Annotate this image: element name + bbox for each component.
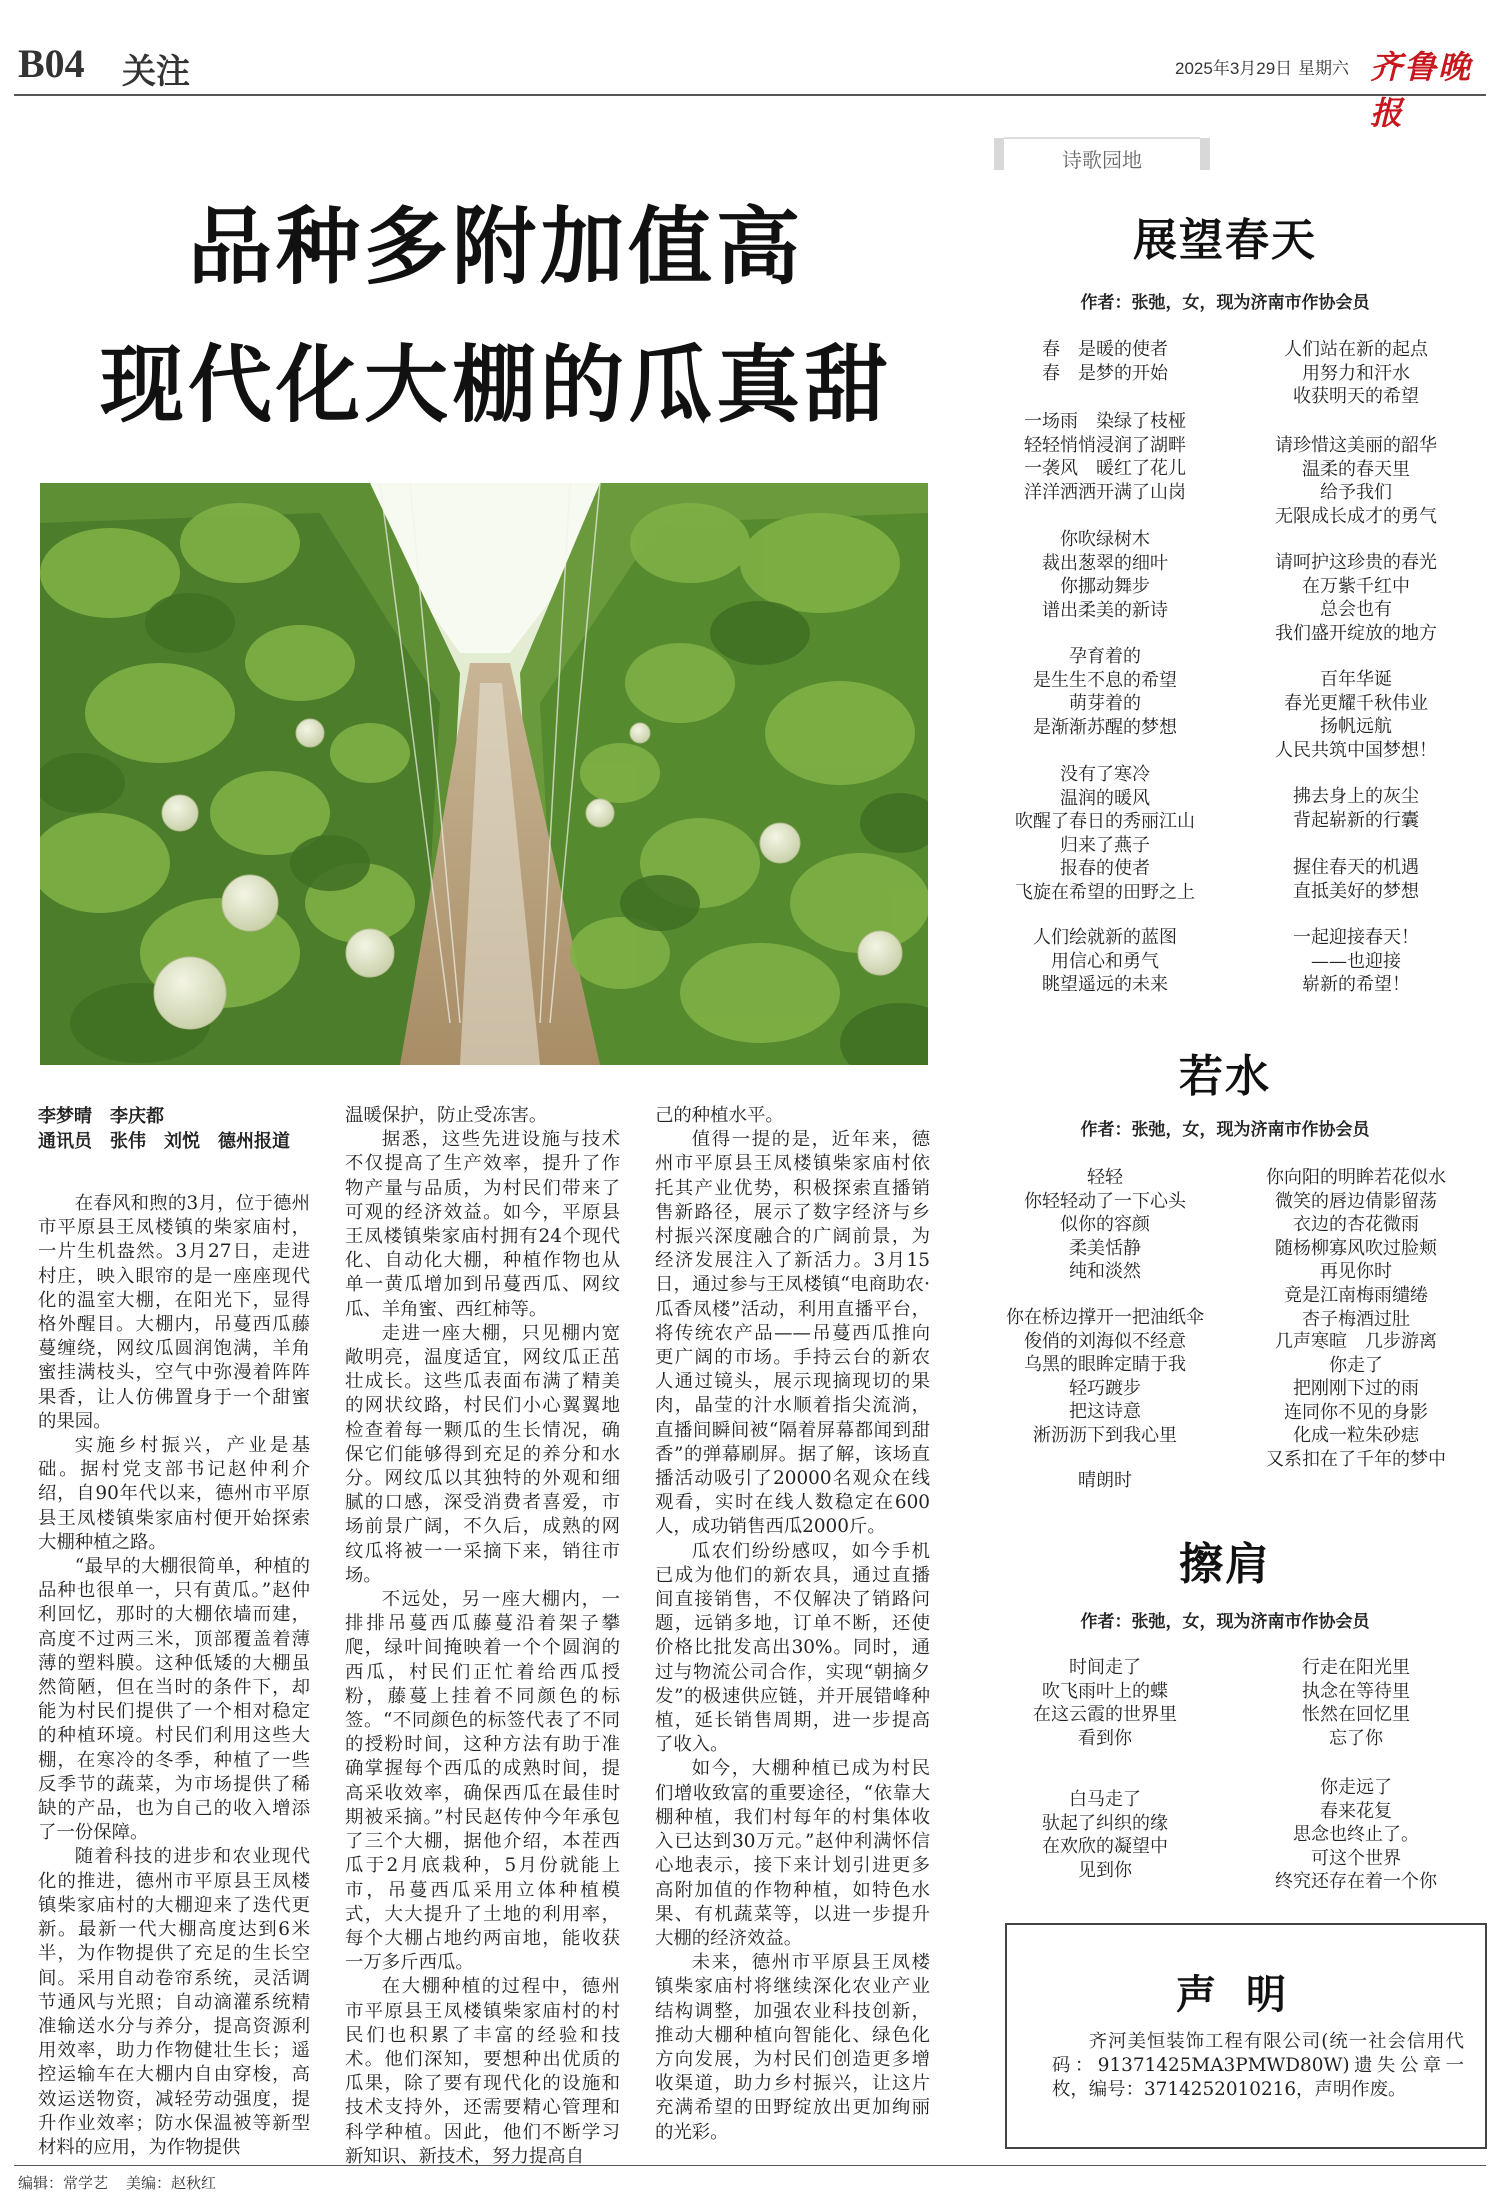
- poem-1-stanza: [985, 338, 1225, 385]
- section-tag: 诗歌园地: [1062, 148, 1142, 172]
- poem-line: 是渐渐苏醒的梦想: [1033, 716, 1177, 738]
- poem-line: 把这诗意: [1069, 1401, 1141, 1423]
- poem-line: 在这云霞的世界里: [1033, 1704, 1177, 1726]
- poem-1-stanza: [985, 410, 1225, 504]
- poem-1-stanza: [985, 926, 1225, 997]
- poem-1-stanza: [1226, 338, 1486, 409]
- poem-line: 人民共筑中国梦想！: [1275, 739, 1437, 761]
- notice-body: [1052, 2030, 1464, 2102]
- paragraph: 值得一提的是，近年来，德州市平原县王凤楼镇柴家庙村依托其产业优势，积极探索直播销售新路径，展示了数字经济与乡村振兴深度融合的广阔前景，为经济发展注入了新活力。3月15日，通过参与王凤楼镇“电商助农·瓜香凤楼”活动，利用直播平台，将传统农产品——吊蔓西瓜推向更广阔的市场。手持云台的新农人通过镜头，展示现摘现切的果肉，晶莹的汁水顺着指尖流淌，直播间瞬间被“隔着屏幕都闻到甜香”的弹幕刷屏。据了解，该场直播活动吸引了20000名观众在线观看，实时在线人数稳定在600人，成功销售西瓜2000斤。: [655, 1129, 930, 1538]
- poem-line: 再见你时: [1320, 1261, 1392, 1283]
- poem-line: 似你的容颜: [1060, 1214, 1150, 1236]
- poem-line: 杏子梅酒过肚: [1302, 1308, 1410, 1330]
- poem-line: 直抵美好的梦想: [1293, 880, 1419, 902]
- poem-line: 看到你: [1078, 1727, 1132, 1749]
- poem-line: 你挪动舞步: [1060, 576, 1150, 598]
- poem-line: 吹醒了春日的秀丽江山: [1015, 811, 1195, 833]
- poem-line: 你在桥边撑开一把油纸伞: [1006, 1307, 1204, 1328]
- poem-line: 人们站在新的起点: [1284, 339, 1428, 360]
- poem-line: 总会也有: [1320, 599, 1392, 621]
- poem-1-stanza: [985, 528, 1225, 622]
- poem-line: 终究还存在着一个你: [1275, 1871, 1437, 1893]
- poem-line: 可这个世界: [1311, 1847, 1401, 1869]
- poem-line: 一场雨 染绿了枝桠: [1024, 411, 1186, 432]
- poem-line: 眺望遥远的未来: [1042, 974, 1168, 996]
- poem-2-stanza: [985, 1306, 1225, 1448]
- poem-line: 执念在等待里: [1302, 1680, 1410, 1702]
- header-rule: [14, 94, 1486, 96]
- poem-3-stanza: [985, 1788, 1225, 1882]
- poem-3-author: 作者：张弛，女，现为济南市作协会员: [1080, 1612, 1370, 1632]
- paragraph: 在大棚种植的过程中，德州市平原县王凤楼镇柴家庙村的村民们也积累了丰富的经验和技术。他们深知，要想种出优质的瓜果，除了要有现代化的设施和技术支持外，还需要精心管理和科学种植。因此，他们不断学习新知识、新技术，努力提高自: [345, 1976, 620, 2167]
- poem-2-title: 若水: [1179, 1051, 1271, 1102]
- poem-line: 是生生不息的希望: [1033, 669, 1177, 691]
- article-column-1: [38, 1192, 310, 2160]
- paragraph: 在春风和煦的3月，位于德州市平原县王凤楼镇的柴家庙村，一片生机盎然。3月27日，走进村庄，映入眼帘的是一座座现代化的温室大棚，在阳光下，显得格外醒目。大棚内，吊蔓西瓜藤蔓缠绕，网纹瓜圆润饱满，羊角蜜挂满枝头，空气中弥漫着阵阵果香，让人仿佛置身于一个甜蜜的果园。: [38, 1193, 310, 1432]
- paragraph: 如今，大棚种植已成为村民们增收致富的重要途径，“依靠大棚种植，我们村每年的村集体收入已达到30万元。”赵仲利满怀信心地表示，接下来计划引进更多高附加值的作物种植，如特色水果、有机蔬菜等，以进一步提升大棚的经济效益。: [655, 1758, 930, 1949]
- poem-1-title: 展望春天: [1133, 215, 1317, 266]
- poem-3-stanza: [1226, 1776, 1486, 1894]
- poem-line: 春 是暖的使者: [1042, 339, 1168, 360]
- poem-line: 用努力和汗水: [1302, 362, 1410, 384]
- poem-line: 又系扣在了千年的梦中: [1266, 1448, 1446, 1470]
- footer-designer: 美编：赵秋红: [126, 2174, 217, 2192]
- poem-2-stanza: [985, 1166, 1225, 1284]
- poem-line: 春来花复: [1320, 1800, 1392, 1822]
- poem-1-stanza: [1226, 856, 1486, 903]
- poem-line: 竟是江南梅雨缱绻: [1284, 1284, 1428, 1306]
- paragraph: 不远处，另一座大棚内，一排排吊蔓西瓜藤蔓沿着架子攀爬，绿叶间掩映着一个个圆润的西瓜，村民们正忙着给西瓜授粉，藤蔓上挂着不同颜色的标签。“不同颜色的标签代表了不同的授粉时间，这种方法有助于准确掌握每个西瓜的成熟时间，提高采收效率，确保西瓜在最佳时期被采摘。”村民赵传仲今年承包了三个大棚，据他介绍，本茬西瓜于2月底栽种，5月份就能上市，吊蔓西瓜采用立体种植模式，大大提升了土地的利用率，每个大棚占地约两亩地，能收获一万多斤西瓜。: [345, 1589, 620, 1974]
- headline-line-2: 现代化大棚的瓜真甜: [100, 335, 893, 434]
- poem-line: 把刚刚下过的雨: [1293, 1378, 1419, 1400]
- poem-line: 裁出葱翠的细叶: [1042, 552, 1168, 574]
- poem-line: 你轻轻动了一下心头: [1024, 1190, 1186, 1212]
- footer-rule: [14, 2165, 1486, 2166]
- article-column-2: [345, 1104, 620, 2169]
- poem-line: 一起迎接春天！: [1293, 927, 1419, 948]
- poem-line: 春光更耀千秋伟业: [1284, 692, 1428, 714]
- poem-line: 你向阳的明眸若花似水: [1266, 1167, 1446, 1188]
- poem-line: 归来了燕子: [1060, 834, 1150, 856]
- poem-1-stanza: [1226, 551, 1486, 645]
- poem-line: 无限成长成才的勇气: [1275, 505, 1437, 527]
- poem-1-stanza: [1226, 668, 1486, 762]
- poem-line: 俊俏的刘海似不经意: [1024, 1330, 1186, 1352]
- poem-line: 在万紫千红中: [1302, 575, 1410, 597]
- poem-line: 连同你不见的身影: [1284, 1401, 1428, 1423]
- poem-line: 温润的暖风: [1060, 787, 1150, 809]
- poem-line: 纯和淡然: [1069, 1261, 1141, 1283]
- poem-line: 淅沥沥下到我心里: [1033, 1424, 1177, 1446]
- poem-line: 轻巧踱步: [1069, 1377, 1141, 1399]
- newspaper-logo: 齐鲁晚报: [1370, 48, 1473, 132]
- poem-line: 人们绘就新的蓝图: [1033, 927, 1177, 948]
- issue-weekday: 星期六: [1298, 59, 1349, 79]
- article-column-3: [655, 1104, 930, 2145]
- article-byline: [38, 1104, 290, 1154]
- poem-line: 报春的使者: [1060, 858, 1150, 880]
- poem-line: 柔美恬静: [1069, 1237, 1141, 1259]
- paragraph: 温暖保护，防止受冻害。: [345, 1105, 548, 1126]
- poem-line: 拂去身上的灰尘: [1293, 786, 1419, 807]
- notice-paragraph: 齐河美恒装饰工程有限公司(统一社会信用代码：91371425MA3PMWD80W)遗失公章一枚，编号：3714252010216，声明作废。: [1052, 2031, 1464, 2100]
- poem-2-author: 作者：张弛，女，现为济南市作协会员: [1080, 1120, 1370, 1140]
- poem-2-stanza: [1226, 1330, 1486, 1472]
- poem-2-stanza: [1226, 1166, 1486, 1331]
- poem-1-stanza: [985, 645, 1225, 739]
- poem-line: 衣边的杏花微雨: [1293, 1214, 1419, 1236]
- poem-line: 怅然在回忆里: [1302, 1704, 1410, 1726]
- notice-title: 声明: [1176, 1971, 1316, 2018]
- poem-line: 白马走了: [1069, 1789, 1141, 1810]
- poem-line: 请珍惜这美丽的韶华: [1275, 435, 1437, 456]
- poem-line: 轻轻: [1087, 1167, 1123, 1188]
- poem-line: 用信心和勇气: [1051, 950, 1159, 972]
- poem-1-stanza: [1226, 434, 1486, 528]
- poem-line: 飞旋在希望的田野之上: [1015, 881, 1195, 903]
- poem-2-stanza: [985, 1469, 1225, 1493]
- poem-line: 孕育着的: [1069, 646, 1141, 667]
- poem-line: 在欢欣的凝望中: [1042, 1836, 1168, 1858]
- poem-line: 温柔的春天里: [1302, 458, 1410, 480]
- poem-line: 一袭风 暖红了花儿: [1024, 458, 1186, 480]
- poem-line: 崭新的希望！: [1302, 974, 1410, 996]
- poem-line: ——也迎接: [1311, 950, 1401, 972]
- greenhouse-photo: [40, 483, 928, 1065]
- page-number: B04: [18, 41, 85, 86]
- poem-line: 轻轻悄悄浸润了湖畔: [1024, 434, 1186, 456]
- poem-line: 握住春天的机遇: [1293, 857, 1419, 878]
- poem-line: 吹飞雨叶上的蝶: [1042, 1680, 1168, 1702]
- poem-line: 见到你: [1078, 1859, 1132, 1881]
- poem-line: 背起崭新的行囊: [1293, 809, 1419, 831]
- poem-line: 收获明天的希望: [1293, 386, 1419, 408]
- poem-1-stanza: [985, 763, 1225, 905]
- poem-line: 没有了寒冷: [1060, 764, 1150, 785]
- poem-line: 我们盛开绽放的地方: [1275, 622, 1437, 644]
- poem-1-stanza: [1226, 785, 1486, 832]
- poem-line: 春 是梦的开始: [1042, 362, 1168, 384]
- poem-line: 你走了: [1329, 1354, 1383, 1376]
- headline-line-1: 品种多附加值高: [188, 197, 805, 296]
- poem-line: 扬帆远航: [1320, 716, 1392, 738]
- paragraph: 随着科技的进步和农业现代化的推进，德州市平原县王凤楼镇柴家庙村的大棚迎来了迭代更新。最新一代大棚高度达到6米半，为作物提供了充足的生长空间。采用自动卷帘系统，灵活调节通风与光照；自动滴灌系统精准输送水分与养分，提高资源利用效率，助力作物健壮生长；遥控运输车在大棚内自由穿梭，高效运送物资，减轻劳动强度，提升作业效率；防水保温被等新型材料的应用，为作物提供: [38, 1846, 310, 2158]
- paragraph: 据悉，这些先进设施与技术不仅提高了生产效率，提升了作物产量与品质，为村民们带来了可观的经济效益。如今，平原县王凤楼镇柴家庙村拥有24个现代化、自动化大棚，种植作物也从单一黄瓜增加到吊蔓西瓜、网纹瓜、羊角蜜、西红柿等。: [345, 1129, 620, 1320]
- paragraph: 走进一座大棚，只见棚内宽敞明亮，温度适宜，网纹瓜正茁壮成长。这些瓜表面布满了精美的网状纹路，村民们小心翼翼地检查着每一颗瓜的生长情况，确保它们能够得到充足的养分和水分。网纹瓜以其独特的外观和细腻的口感，深受消费者喜爱，市场前景广阔，不久后，成熟的网纹瓜将被一一采摘下来，销往市场。: [345, 1322, 620, 1586]
- poem-line: 百年华诞: [1320, 669, 1392, 690]
- poem-3-stanza: [1226, 1656, 1486, 1750]
- poem-line: 驮起了纠织的缘: [1042, 1812, 1168, 1834]
- poem-line: 忘了你: [1329, 1727, 1383, 1749]
- paragraph: “最早的大棚很简单，种植的品种也很单一，只有黄瓜。”赵仲利回忆，那时的大棚依墙而建，高度不过两三米，顶部覆盖着薄薄的塑料膜。这种低矮的大棚虽然简陋，但在当时的条件下，却能为村民们提供了一个相对稳定的种植环境。村民们利用这些大棚，在寒冷的冬季，种植了一些反季节的蔬菜，为市场提供了稀缺的产品，也为自己的收入增添了一份保障。: [38, 1556, 310, 1844]
- poem-3-title: 擦肩: [1179, 1539, 1271, 1590]
- byline-reporters: 李梦晴 李庆都: [38, 1106, 164, 1127]
- poem-line: 思念也终止了。: [1293, 1824, 1419, 1846]
- poem-line: 乌黑的眼眸定睛于我: [1024, 1354, 1186, 1376]
- poem-line: 萌芽着的: [1069, 693, 1141, 715]
- paragraph: 瓜农们纷纷感叹，如今手机已成为他们的新农具，通过直播间直接销售，不仅解决了销路问题，远销多地，订单不断，还使价格比批发高出30%。同时，通过与物流公司合作，实现“朝摘夕发”的极速供应链，并开展错峰种植，延长销售周期，进一步提高了收入。: [655, 1540, 930, 1756]
- poem-line: 化成一粒朱砂痣: [1293, 1425, 1419, 1447]
- section-name: 关注: [122, 52, 190, 92]
- poem-line: 几声寒暄 几步游离: [1275, 1331, 1437, 1352]
- poem-3-stanza: [985, 1656, 1225, 1750]
- poem-1-author: 作者：张弛，女，现为济南市作协会员: [1080, 293, 1370, 313]
- footer-editor: 编辑：常学艺: [18, 2174, 109, 2192]
- poem-line: 晴朗时: [1078, 1470, 1132, 1491]
- poem-line: 时间走了: [1069, 1657, 1141, 1678]
- poem-line: 给予我们: [1320, 482, 1392, 504]
- poem-line: 你吹绿树木: [1060, 529, 1150, 550]
- poem-line: 行走在阳光里: [1302, 1657, 1410, 1678]
- poem-line: 谱出柔美的新诗: [1042, 599, 1168, 621]
- paragraph: 己的种植水平。: [655, 1105, 784, 1126]
- paragraph: 未来，德州市平原县王凤楼镇柴家庙村将继续深化农业产业结构调整，加强农业科技创新，推动大棚种植向智能化、绿色化方向发展，为村民们创造更多增收渠道，助力乡村振兴，让这片充满希望的田野绽放出更加绚丽的光彩。: [655, 1952, 930, 2143]
- paragraph: 实施乡村振兴，产业是基础。据村党支部书记赵仲利介绍，自90年代以来，德州市平原县王凤楼镇柴家庙村便开始探索大棚种植之路。: [38, 1435, 310, 1553]
- poem-line: 请呵护这珍贵的春光: [1275, 552, 1437, 573]
- poem-line: 洋洋洒洒开满了山岗: [1024, 481, 1186, 503]
- poem-1-stanza: [1226, 926, 1486, 997]
- poem-line: 随杨柳寡风吹过脸颊: [1275, 1237, 1437, 1259]
- issue-date: 2025年3月29日: [1175, 59, 1293, 78]
- poem-line: 微笑的唇边倩影留荡: [1275, 1190, 1437, 1212]
- greenhouse-melon-image: [40, 483, 928, 1065]
- poem-line: 你走远了: [1320, 1777, 1392, 1798]
- byline-correspondents: 通讯员 张伟 刘悦 德州报道: [38, 1131, 290, 1152]
